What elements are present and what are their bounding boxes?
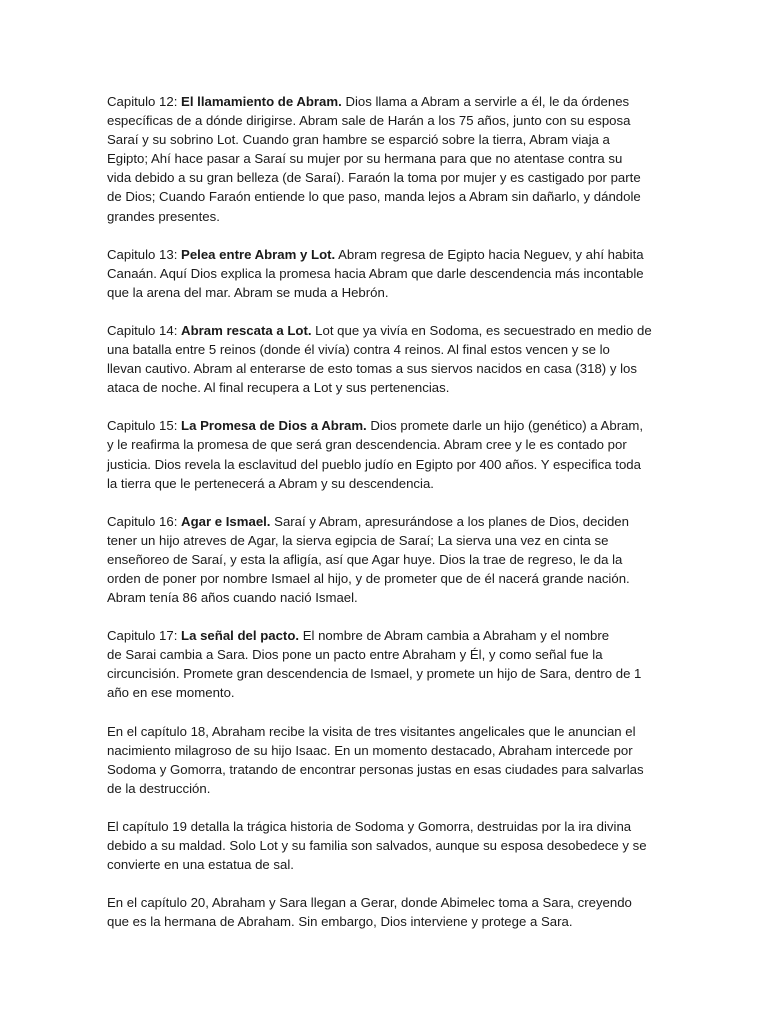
paragraph-7 — [107, 722, 665, 798]
text-run: una batalla entre 5 reinos (donde él vivía) contra 4 reinos. Al final estos vencen y se lo — [107, 342, 610, 358]
text-run: orden de poner por nombre Ismael al hijo, y de prometer que de él nacerá grande nación. — [107, 570, 630, 586]
text-run: Capitulo 15: — [107, 418, 182, 434]
text-line — [107, 435, 665, 454]
text-line — [107, 817, 665, 836]
text-line — [107, 531, 665, 550]
text-run: ataca de noche. Al final recupera a Lot y sus pertenencias. — [107, 380, 450, 396]
text-line — [107, 92, 665, 111]
text-line — [107, 340, 665, 359]
text-line — [107, 645, 665, 664]
chapter-heading: El llamamiento de Abram. — [181, 94, 342, 109]
text-line — [107, 664, 665, 683]
text-run: enseñoreo de Saraí, y esta la afligía, así que Agar huye. Dios la trae de regreso, le da la — [107, 551, 623, 567]
text-line — [107, 722, 665, 741]
text-run: El nombre de Abram cambia a Abraham y el nombre — [299, 628, 610, 644]
text-line — [107, 245, 665, 264]
text-line — [107, 321, 665, 340]
text-run: Capitulo 16: — [107, 513, 182, 529]
text-line — [107, 111, 665, 130]
text-line — [107, 207, 665, 226]
text-run: grandes presentes. — [107, 208, 220, 224]
paragraph-1 — [107, 92, 665, 226]
text-run: la tierra que le pertenecerá a Abram y su descendencia. — [107, 475, 434, 491]
text-run: Capitulo 13: — [107, 246, 182, 262]
text-run: de la destrucción. — [107, 780, 211, 796]
text-run: convierte en una estatua de sal. — [107, 857, 294, 873]
text-line — [107, 455, 665, 474]
text-line — [107, 283, 665, 302]
text-run: Saraí y su sobrino Lot. Cuando gran hambre se esparció sobre la tierra, Abram viaja a — [107, 132, 610, 148]
text-run: Lot que ya vivía en Sodoma, es secuestrado en medio de — [311, 322, 652, 338]
text-run: En el capítulo 18, Abraham recibe la visita de tres visitantes angelicales que le anuncian el — [107, 723, 636, 739]
text-run: que la arena del mar. Abram se muda a Hebrón. — [107, 284, 389, 300]
text-line — [107, 588, 665, 607]
text-run: de Sarai cambia a Sara. Dios pone un pacto entre Abraham y Él, y como señal fue la — [107, 647, 603, 663]
text-line — [107, 741, 665, 760]
text-line — [107, 512, 665, 531]
text-run: Capitulo 17: — [107, 628, 182, 644]
text-run: Capitulo 12: — [107, 94, 182, 109]
text-run: Egipto; Ahí hace pasar a Saraí su mujer por su hermana para que no atentase contra su — [107, 151, 623, 167]
paragraph-4 — [107, 416, 665, 492]
text-run: Saraí y Abram, apresurándose a los planes de Dios, deciden — [270, 513, 629, 529]
text-run: llevan cautivo. Abram al enterarse de esto tomas a sus siervos nacidos en casa (318) y los — [107, 361, 637, 377]
paragraph-9 — [107, 893, 665, 931]
text-run: En el capítulo 20, Abraham y Sara llegan a Gerar, donde Abimelec toma a Sara, creyendo — [107, 895, 632, 911]
chapter-heading: La Promesa de Dios a Abram. — [181, 418, 367, 434]
text-run: de Dios; Cuando Faraón entiende lo que paso, manda lejos a Abram sin dañarlo, y dándole — [107, 189, 641, 205]
text-run: justicia. Dios revela la esclavitud del pueblo judío en Egipto por 400 años. Y especifica toda — [107, 456, 641, 472]
text-line — [107, 683, 665, 702]
chapter-heading: Abram rescata a Lot. — [181, 322, 312, 338]
text-line — [107, 550, 665, 569]
text-run: debido a su maldad. Solo Lot y su familia son salvados, aunque su esposa desobedece y se — [107, 838, 647, 853]
text-line — [107, 149, 665, 168]
text-run: específicas de a dónde dirigirse. Abram sale de Harán a los 75 años, junto con su esposa — [107, 113, 631, 129]
text-run: Dios llama a Abram a servirle a él, le da órdenes — [341, 94, 630, 109]
text-run: circuncisión. Promete gran descendencia de Ismael, y promete un hijo de Sara, dentro de 1 — [107, 666, 642, 682]
text-run: Dios promete darle un hijo (genético) a Abram, — [366, 418, 644, 434]
text-run: Sodoma y Gomorra, tratando de encontrar personas justas en esas ciudades para salvarlas — [107, 761, 644, 777]
text-run: Abram tenía 86 años cuando nació Ismael. — [107, 590, 358, 606]
text-run: El capítulo 19 detalla la trágica historia de Sodoma y Gomorra, destruidas por la ira divina — [107, 818, 632, 834]
text-line — [107, 359, 665, 378]
text-line — [107, 569, 665, 588]
paragraph-8 — [107, 817, 665, 874]
text-run: y le reafirma la promesa de que será gran descendencia. Abram cree y le es contado por — [107, 437, 627, 453]
paragraph-5 — [107, 512, 665, 607]
text-line — [107, 168, 665, 187]
text-line — [107, 912, 665, 931]
text-run: nacimiento milagroso de su hijo Isaac. En un momento destacado, Abraham intercede por — [107, 742, 633, 758]
text-line — [107, 760, 665, 779]
text-line — [107, 893, 665, 912]
text-run: tener un hijo atreves de Agar, la sierva egipcia de Saraí; La sierva una vez en cinta se — [107, 532, 609, 548]
text-run: Canaán. Aquí Dios explica la promesa hacia Abram que darle descendencia más incontable — [107, 265, 644, 281]
text-run: Abram regresa de Egipto hacia Neguev, y ahí habita — [335, 246, 644, 262]
text-line — [107, 130, 665, 149]
paragraph-3 — [107, 321, 665, 397]
text-run: vida debido a su gran belleza (de Saraí). Faraón la toma por mujer y es castigado por parte — [107, 170, 641, 186]
text-line — [107, 264, 665, 283]
text-line — [107, 779, 665, 798]
chapter-heading: La señal del pacto. — [181, 628, 300, 644]
text-line — [107, 187, 665, 206]
text-run: Capitulo 14: — [107, 322, 182, 338]
paragraph-2 — [107, 245, 665, 302]
document-body — [107, 92, 665, 950]
text-line — [107, 416, 665, 435]
chapter-heading: Agar e Ismael. — [181, 513, 271, 529]
text-run: que es la hermana de Abraham. Sin embargo, Dios interviene y protege a Sara. — [107, 914, 573, 930]
text-line — [107, 474, 665, 493]
paragraph-6 — [107, 626, 665, 702]
text-line — [107, 378, 665, 397]
chapter-heading: Pelea entre Abram y Lot. — [181, 246, 336, 262]
text-line — [107, 836, 665, 855]
text-run: año en ese momento. — [107, 685, 235, 701]
text-line — [107, 626, 665, 645]
text-line — [107, 855, 665, 874]
